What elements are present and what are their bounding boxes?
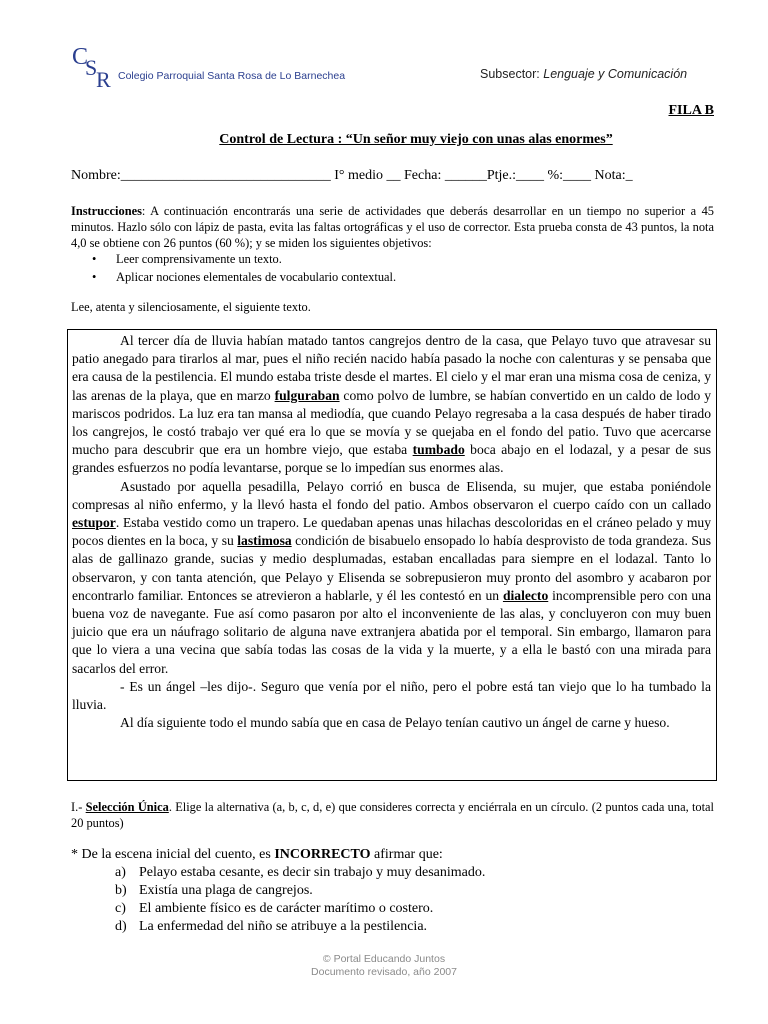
vocab-word: tumbado	[412, 442, 465, 458]
instructions	[71, 203, 714, 251]
page-title: Control de Lectura : “Un señor muy viejo con unas alas enormes”	[219, 132, 613, 147]
answer-option[interactable]: c) El ambiente físico es de carácter marítimo o costero.	[115, 901, 434, 916]
answer-option[interactable]: a) Pelayo estaba cesante, es decir sin trabajo y muy desanimado.	[115, 865, 486, 880]
svg-text:R: R	[96, 67, 111, 88]
student-info-line[interactable]: Nombre:______________________________ I° medio __ Fecha: ______Ptje.:____ %:____ Nota:_	[71, 168, 633, 183]
bullet-icon: •	[92, 252, 97, 266]
subsector-label: Subsector:	[480, 67, 540, 81]
school-logo	[72, 42, 345, 88]
story-paragraph: - Es un ángel –les dijo-. Seguro que venía por el niño, pero el pobre está tan viejo que lo ha tumbado la lluvia.	[72, 678, 711, 713]
svg-text:S: S	[85, 55, 98, 80]
bullet-icon: •	[92, 270, 97, 284]
story-paragraph: Al día siguiente todo el mundo sabía que en casa de Pelayo tenían cautivo un ángel de carne y hueso.	[120, 715, 670, 731]
section-instructions: I.- Selección Única. Elige la alternativa (a, b, c, d, e) que consideres correcta y enciérrala en un círculo. (2 puntos cada una, total 20 puntos)	[71, 800, 714, 830]
story-paragraph: Asustado por aquella pesadilla, Pelayo corrió en busca de Elisenda, su mujer, que estaba poniéndole compresas al niño enfermo, y la llevó hasta el fondo del patio. Ambos observaron el cuerpo caído con un callado estupor. Estaba vestido como un trapero. Le quedaban apenas unas hilachas descoloridas en el cráneo pelado y muy pocos dientes en la boca, y su lastimosa condición de bisabuelo ensopado lo había desprovisto de toda grandeza. Sus alas de gallinazo grande, sucias y medio desplumadas, estaban encalladas para siempre en el lodazal. Tanto lo observaron, y con tanta atención, que Pelayo y Elisenda se sobrepusieron muy pronto del asombro y acabaron por encontrarlo familiar. Entonces se atrevieron a hablarle, y él les contestó en un dialecto incomprensible pero con una buena voz de navegante. Fue así como pasaron por alto el inconveniente de las alas, y concluyeron con muy buen juicio que era un náufrago solitario de alguna nave extranjera abatida por el temporal. Sin embargo, llamaron para que lo viera a una vecina que sabía todas las cosas de la vida y la muerte, y a ella le bastó con una mirada para sacarlos del error.	[72, 478, 712, 676]
question-stem: * De la escena inicial del cuento, es INCORRECTO afirmar que:	[71, 847, 443, 862]
vocab-word: estupor	[72, 515, 116, 531]
story-paragraph: Al tercer día de lluvia habían matado tantos cangrejos dentro de la casa, que Pelayo tuvo que atravesar su patio anegado para tirarlos al mar, pues el niño recién nacido había pasado la noche con calenturas y se pensaba que era causa de la pestilencia. El mundo estaba triste desde el martes. El cielo y el mar eran una misma cosa de ceniza, y las arenas de la playa, que en marzo fulguraban como polvo de lumbre, se habían convertido en un caldo de lodo y mariscos podridos. La luz era tan mansa al mediodía, que cuando Pelayo regresaba a la casa después de haber tirado los cangrejos, le costó trabajo ver qué era lo que se movía y se quejaba en el fondo del patio. Tuvo que acercarse mucho para descubrir que era un hombre viejo, que estaba tumbado boca abajo en el lodazal, y a pesar de sus grandes esfuerzos no podía levantarse, porque se lo impedían sus enormes alas.	[72, 333, 711, 476]
footer-revision: Documento revisado, año 2007	[311, 966, 457, 978]
answer-option[interactable]: b) Existía una plaga de cangrejos.	[115, 883, 313, 898]
subsector-value: Lenguaje y Comunicación	[543, 67, 688, 81]
objective-item: • Leer comprensivamente un texto.	[92, 252, 282, 266]
svg-text:C: C	[72, 44, 89, 70]
read-prompt: Lee, atenta y silenciosamente, el siguiente texto.	[71, 300, 311, 314]
instructions-label: Instrucciones	[71, 204, 142, 218]
story-box	[67, 329, 717, 781]
vocab-word: fulguraban	[274, 387, 340, 403]
objective-item: • Aplicar nociones elementales de vocabulario contextual.	[92, 270, 397, 284]
page-footer	[0, 953, 768, 979]
vocab-word: dialecto	[502, 587, 549, 603]
vocab-word: lastimosa	[237, 533, 292, 549]
answer-option[interactable]: d) La enfermedad del niño se atribuye a la pestilencia.	[115, 919, 428, 934]
footer-copyright: © Portal Educando Juntos	[322, 953, 446, 965]
section-title: Selección Única	[85, 800, 169, 814]
subsector	[480, 67, 687, 81]
csr-logo-icon	[72, 42, 116, 88]
school-name: Colegio Parroquial Santa Rosa de Lo Barnechea	[118, 70, 346, 82]
instructions-text: : A continuación encontrarás una serie de actividades que deberás desarrollar en un tiempo no superior a 45 minutos. Hazlo sólo con lápiz de pasta, evita las faltas ortográficas y el uso de corrector. Esta prueba consta de 43 puntos, la nota 4,0 se obtiene con 26 puntos (60 %); y se miden los siguientes objetivos:	[71, 204, 714, 250]
question-emphasis: INCORRECTO	[274, 847, 371, 862]
fila-label: FILA B	[668, 103, 714, 118]
